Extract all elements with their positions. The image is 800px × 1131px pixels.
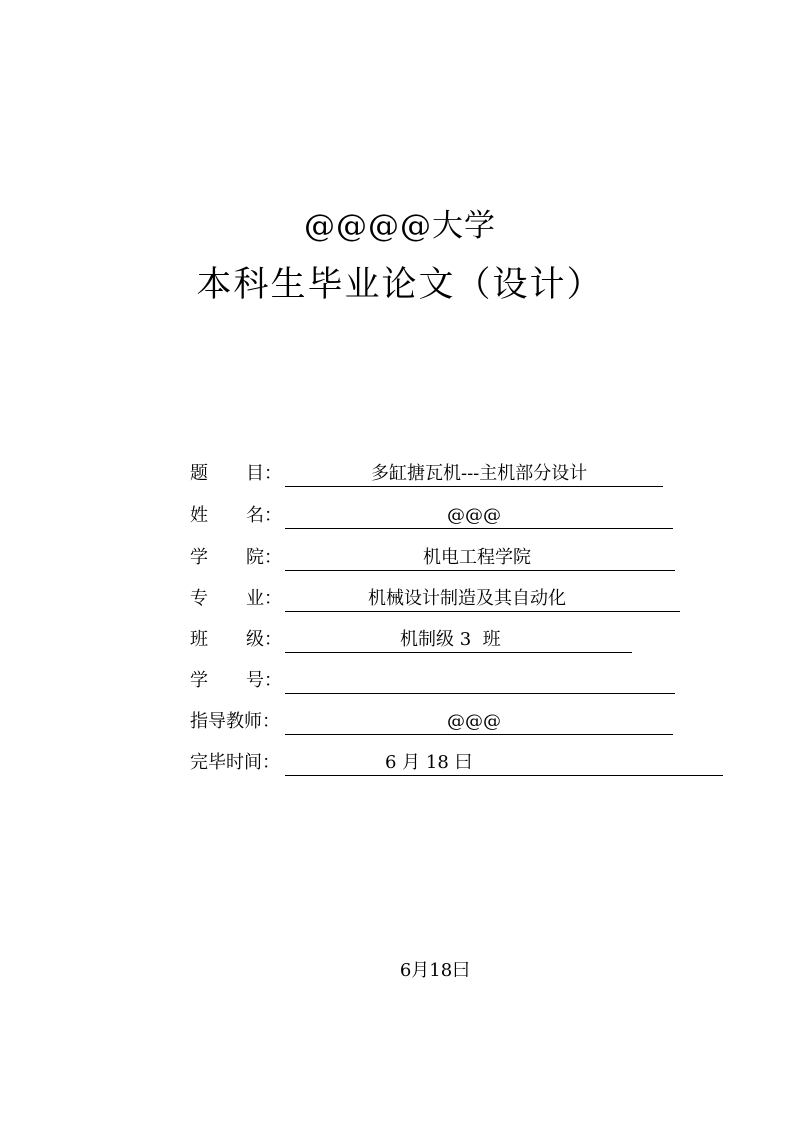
field-label: 专 业：	[190, 588, 282, 609]
field-label: 题 目：	[190, 463, 282, 484]
completion-date-value: 6 月 18 曰	[385, 752, 473, 773]
field-label: 学 号：	[190, 670, 282, 691]
university-name: @@@@大学	[304, 208, 496, 244]
topic-value: 多缸搪瓦机---主机部分设计	[371, 463, 588, 484]
college-value: 机电工程学院	[423, 547, 531, 568]
name-value: @@@	[447, 505, 501, 526]
field-label: 姓 名：	[190, 505, 282, 526]
field-underline	[285, 750, 723, 776]
field-label: 指导教师：	[190, 711, 280, 732]
thesis-type-title: 本科生毕业论文（设计）	[196, 265, 604, 305]
field-label: 完毕时间：	[190, 752, 280, 773]
major-value: 机械设计制造及其自动化	[368, 588, 566, 609]
field-underline	[285, 668, 675, 694]
field-label: 班 级：	[190, 629, 282, 650]
advisor-value: @@@	[447, 711, 501, 732]
footer-date: 6月18曰	[399, 960, 471, 981]
class-value: 机制级 3 班	[400, 629, 501, 650]
field-label: 学 院：	[190, 547, 282, 568]
